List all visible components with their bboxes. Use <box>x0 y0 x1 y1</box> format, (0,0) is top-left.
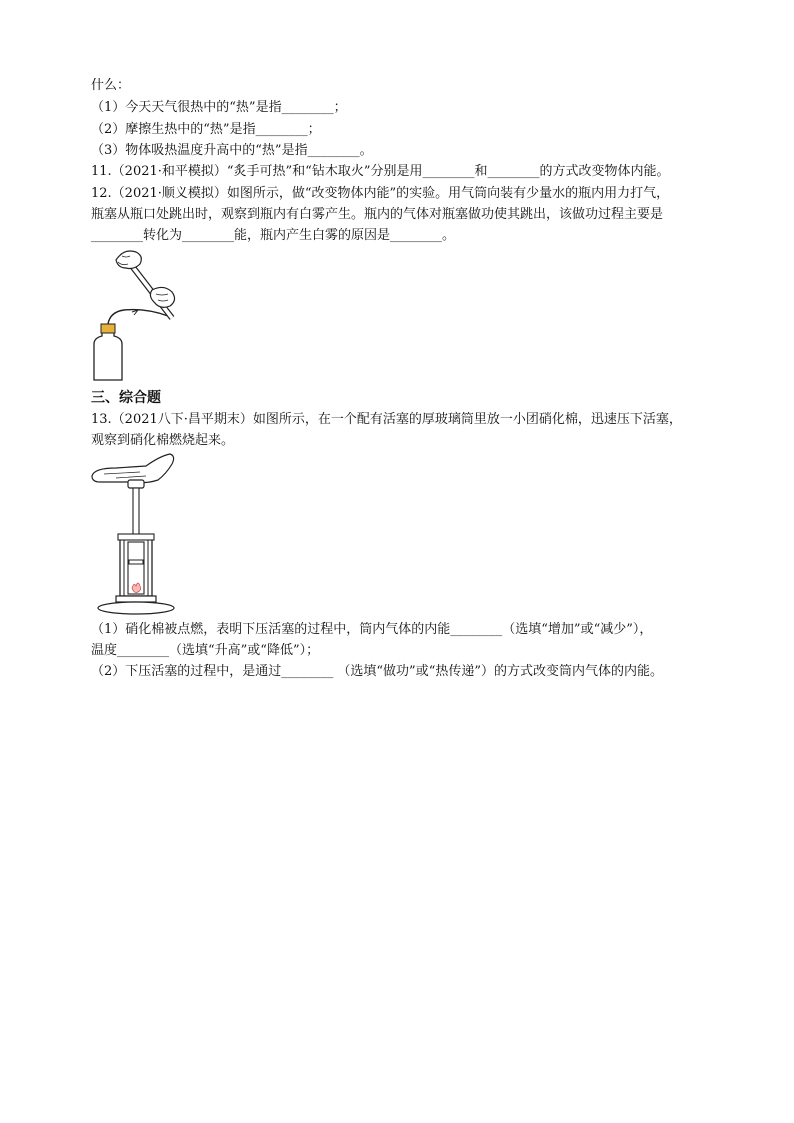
q13-sub-line-2: （2）下压活塞的过程中，是通过________ （选填“做功”或“热传递”）的方式改变筒内气体的内能。 <box>91 664 663 679</box>
line-1: （1）今天天气很热中的“热”是指________； <box>91 100 347 115</box>
pump-bottle-figure <box>88 246 188 384</box>
line-6: 瓶塞从瓶口处跳出时，观察到瓶内有白雾产生。瓶内的气体对瓶塞做功使其跳出，该做功过程主要是 <box>91 207 664 222</box>
line-3: （3）物体吸热温度升高中的“热”是指________。 <box>91 143 373 158</box>
line-4: 11.（2021·和平模拟）“炙手可热”和“钻木取火”分别是用________和________的方式改变物体内能。 <box>91 164 670 179</box>
line-5: 12.（2021·顺义模拟）如图所示，做“改变物体内能”的实验。用气筒向装有少量水的瓶内用力打气， <box>91 186 670 201</box>
line-7: ________转化为________能，瓶内产生白雾的原因是________。 <box>91 228 456 243</box>
section-heading: 三、综合题 <box>91 390 161 406</box>
line-0: 什么： <box>91 78 131 93</box>
q13-sub-line-1: 温度________（选填“升高”或“降低”）； <box>91 643 320 658</box>
q13-line-1: 观察到硝化棉燃烧起来。 <box>91 433 235 448</box>
q13-sub-line-0: （1）硝化棉被点燃，表明下压活塞的过程中，筒内气体的内能________（选填“增加”或“减少”）， <box>91 622 653 637</box>
line-2: （2）摩擦生热中的“热”是指________； <box>91 122 321 137</box>
fire-syringe-figure <box>86 450 182 618</box>
q13-line-0: 13.（2021八下·昌平期末）如图所示，在一个配有活塞的厚玻璃筒里放一小团硝化棉，迅速压下活塞， <box>91 412 682 427</box>
